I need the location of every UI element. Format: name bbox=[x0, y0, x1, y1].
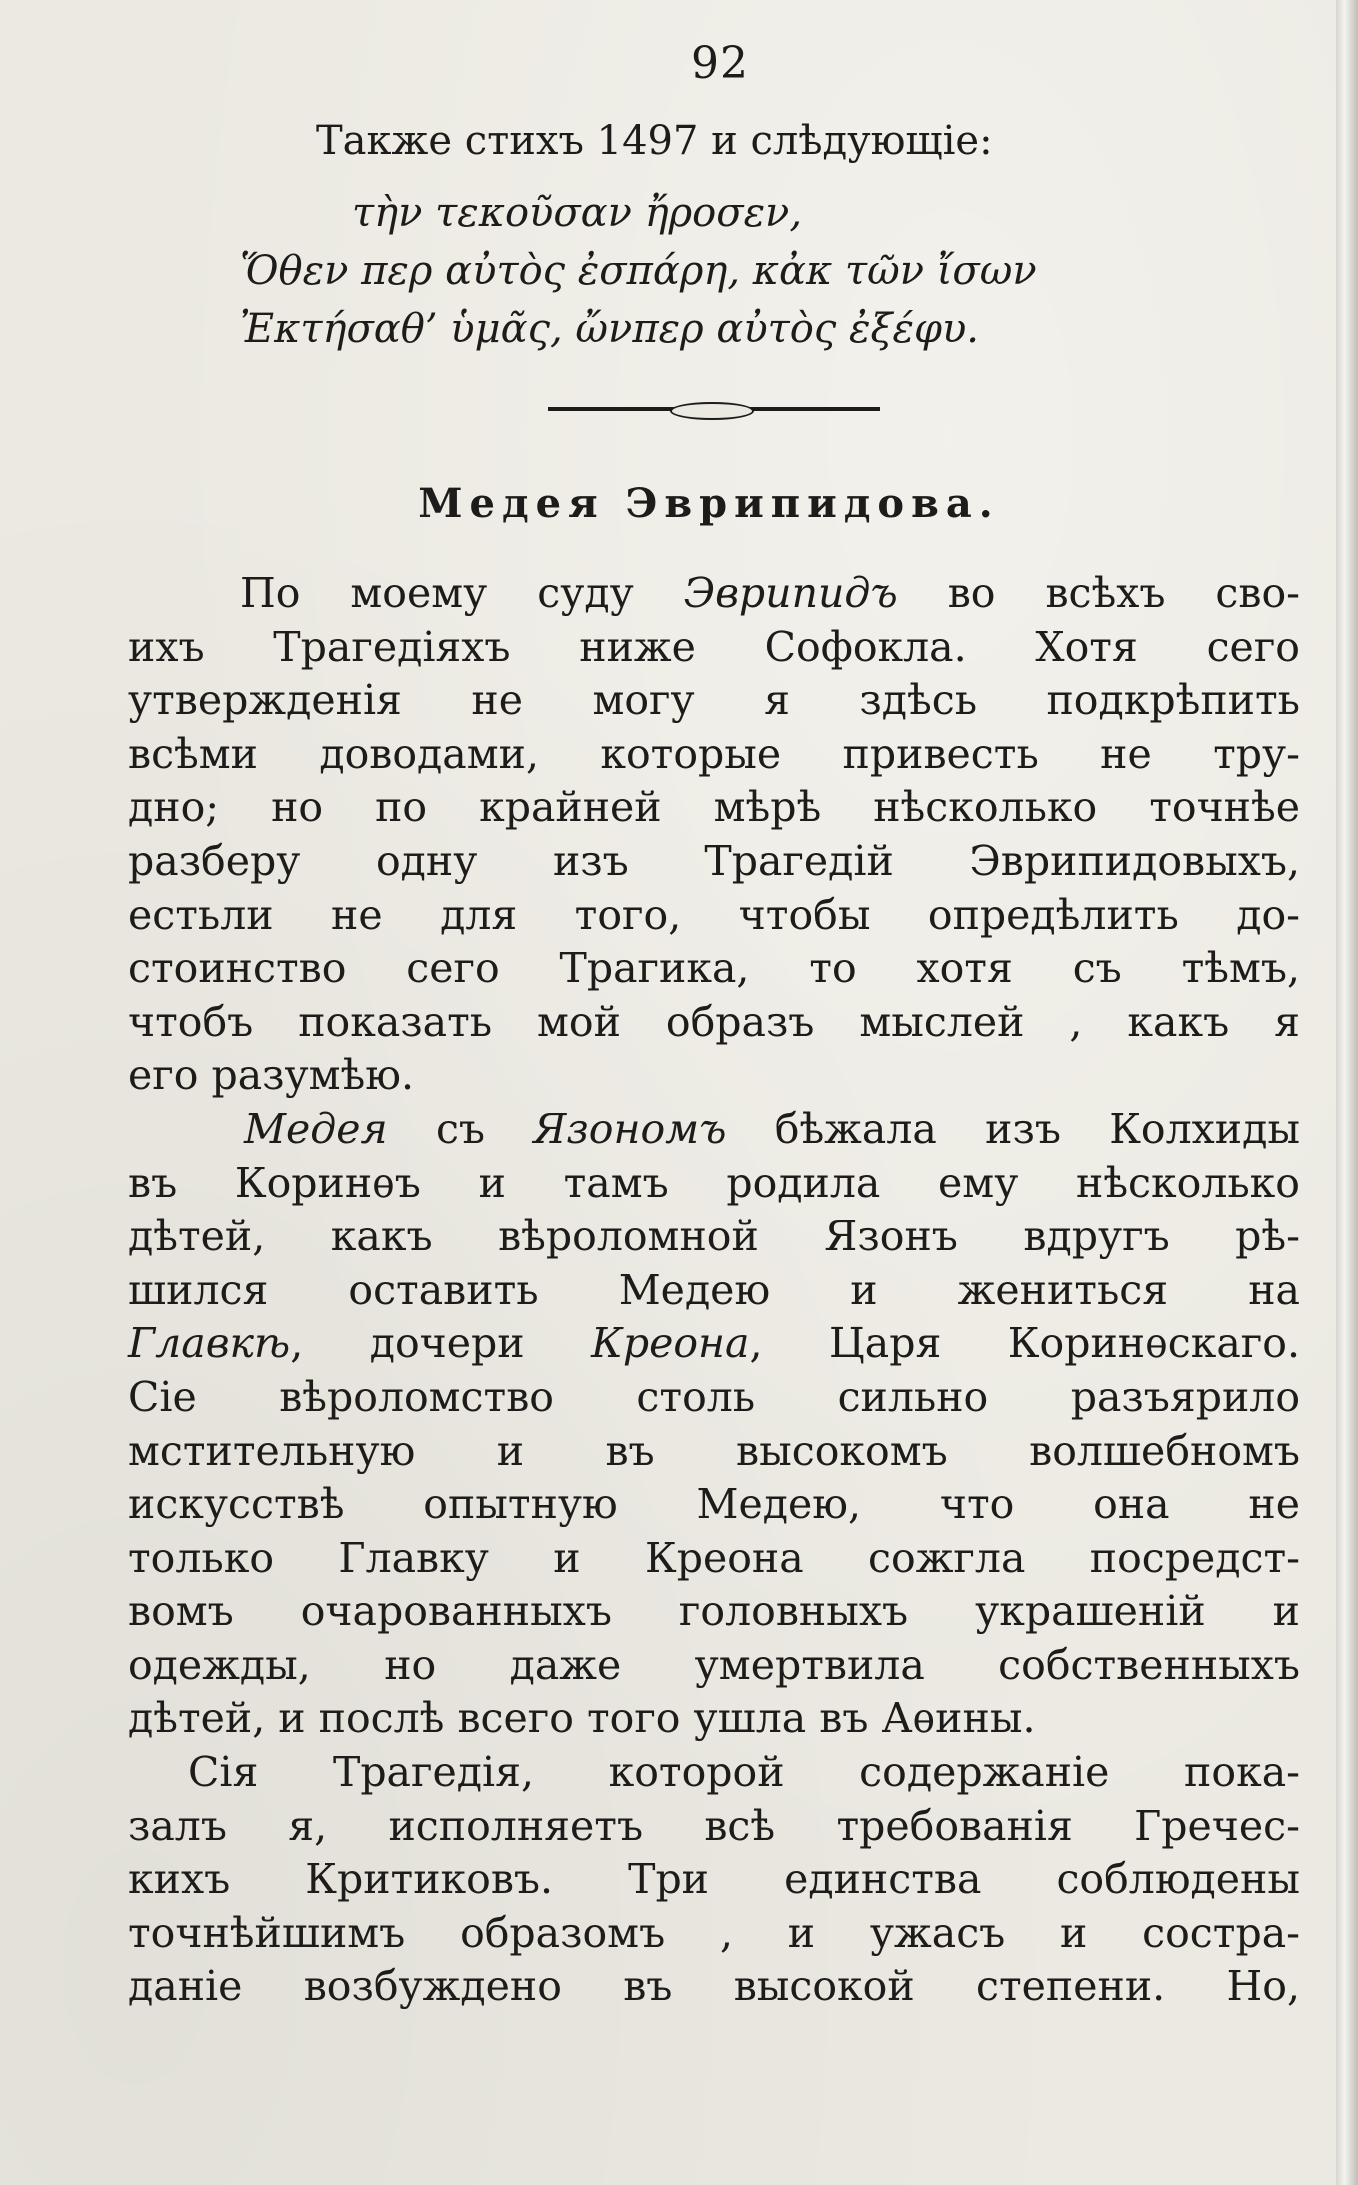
text-run: съ bbox=[387, 1104, 534, 1153]
text-line bbox=[128, 1853, 1300, 1907]
text-run: Сіе вѣроломство столь сильно разъярило bbox=[128, 1372, 1300, 1421]
text-line bbox=[128, 889, 1300, 943]
text-run: залъ я, исполняетъ всѣ требованія Гречес- bbox=[128, 1801, 1300, 1850]
text-run: бѣжала изъ Колхиды bbox=[726, 1104, 1300, 1153]
greek-verse-line: Ὅθεν περ αὐτὸς ἐσπάρη, κἀκ τῶν ἴσων bbox=[240, 248, 1037, 294]
text-line bbox=[128, 1907, 1300, 1961]
text-run: одежды, но даже умертвила собственныхъ bbox=[128, 1640, 1300, 1689]
text-line bbox=[128, 1532, 1300, 1586]
text-run: искусствѣ опытную Медею, что она не bbox=[128, 1480, 1300, 1529]
body-text bbox=[128, 567, 1300, 2014]
text-run: всѣми доводами, которые привесть не тру- bbox=[128, 729, 1300, 778]
text-run: Сія Трагедія, которой содержаніе пока- bbox=[188, 1748, 1300, 1797]
text-line bbox=[128, 1639, 1300, 1693]
text-run: дѣтей, и послѣ всего того ушла въ Аѳины. bbox=[128, 1694, 1036, 1743]
text-run: , Царя Коринѳскаго. bbox=[749, 1319, 1300, 1368]
paragraph bbox=[128, 1103, 1300, 1746]
text-line bbox=[128, 1960, 1300, 2014]
text-line bbox=[128, 1746, 1300, 1800]
text-run: , дочери bbox=[290, 1319, 592, 1368]
text-line bbox=[128, 1049, 1300, 1103]
text-line bbox=[128, 781, 1300, 835]
greek-verse-line: τὴν τεκοῦσαν ἤροσεν, bbox=[352, 190, 803, 236]
text-line bbox=[128, 674, 1300, 728]
text-line bbox=[128, 567, 1300, 621]
text-run: мстительную и въ высокомъ волшебномъ bbox=[128, 1426, 1300, 1475]
text-line bbox=[128, 942, 1300, 996]
greek-verse-line: Ἐκτήσαθ’ ὑμᾶς, ὤνπερ αὐτὸς ἐξέφυ. bbox=[240, 306, 980, 352]
text-run: только Главку и Креона сожгла посредст- bbox=[128, 1533, 1300, 1582]
text-line bbox=[128, 1264, 1300, 1318]
text-run: стоинство сего Трагика, то хотя съ тѣмъ, bbox=[128, 944, 1300, 993]
text-run: шился оставить Медею и жениться на bbox=[128, 1265, 1300, 1314]
italic-name: Язономъ bbox=[533, 1104, 727, 1153]
text-line bbox=[128, 1103, 1300, 1157]
text-run: кихъ Критиковъ. Три единства соблюдены bbox=[128, 1855, 1300, 1904]
section-title: Медея Эврипидова. bbox=[418, 480, 1000, 527]
italic-name: Медея bbox=[244, 1104, 388, 1153]
text-run: разберу одну изъ Трагедій Эврипидовыхъ, bbox=[128, 836, 1300, 885]
text-line bbox=[128, 1692, 1300, 1746]
text-run: во всѣхъ сво- bbox=[897, 569, 1300, 617]
text-run: даніе возбуждено въ высокой степени. Но, bbox=[128, 1962, 1300, 2011]
text-run: дно; но по крайней мѣрѣ нѣсколько точнѣе bbox=[128, 783, 1300, 832]
text-run: дѣтей, какъ вѣроломной Язонъ вдругъ рѣ- bbox=[128, 1212, 1300, 1261]
paragraph bbox=[128, 1746, 1300, 2014]
text-line bbox=[128, 1157, 1300, 1211]
italic-name: Креона bbox=[591, 1319, 750, 1368]
text-run: вомъ очарованныхъ головныхъ украшеній и bbox=[128, 1587, 1300, 1636]
text-line bbox=[128, 728, 1300, 782]
text-line bbox=[128, 1317, 1300, 1371]
text-run: естьли не для того, чтобы опредѣлить до- bbox=[128, 890, 1300, 939]
text-line bbox=[128, 835, 1300, 889]
text-run: въ Коринѳъ и тамъ родила ему нѣсколько bbox=[128, 1158, 1300, 1207]
text-line bbox=[128, 1585, 1300, 1639]
text-run: точнѣйшимъ образомъ , и ужасъ и сострa- bbox=[128, 1908, 1300, 1957]
text-line bbox=[128, 996, 1300, 1050]
divider-ornament bbox=[670, 402, 754, 420]
text-run: утвержденія не могу я здѣсь подкрѣпить bbox=[128, 676, 1300, 725]
page-number: 92 bbox=[691, 38, 749, 89]
text-line bbox=[128, 1478, 1300, 1532]
italic-name: Эврипидъ bbox=[683, 569, 898, 617]
text-line bbox=[128, 621, 1300, 675]
text-run: ихъ Трагедіяхъ ниже Софокла. Хотя сего bbox=[128, 622, 1300, 671]
text-line bbox=[128, 1800, 1300, 1854]
text-line bbox=[128, 1425, 1300, 1479]
paragraph bbox=[128, 567, 1300, 1103]
page-edge bbox=[1336, 0, 1358, 2185]
text-run: По моему суду bbox=[240, 569, 684, 617]
text-run: его разумѣю. bbox=[128, 1051, 414, 1100]
quote-intro: Также стихъ 1497 и слѣдующіе: bbox=[316, 118, 993, 164]
text-line bbox=[128, 1371, 1300, 1425]
italic-name: Главкѣ bbox=[128, 1319, 291, 1368]
text-run: чтобъ показать мой образъ мыслей , какъ я bbox=[128, 997, 1300, 1046]
text-line bbox=[128, 1210, 1300, 1264]
